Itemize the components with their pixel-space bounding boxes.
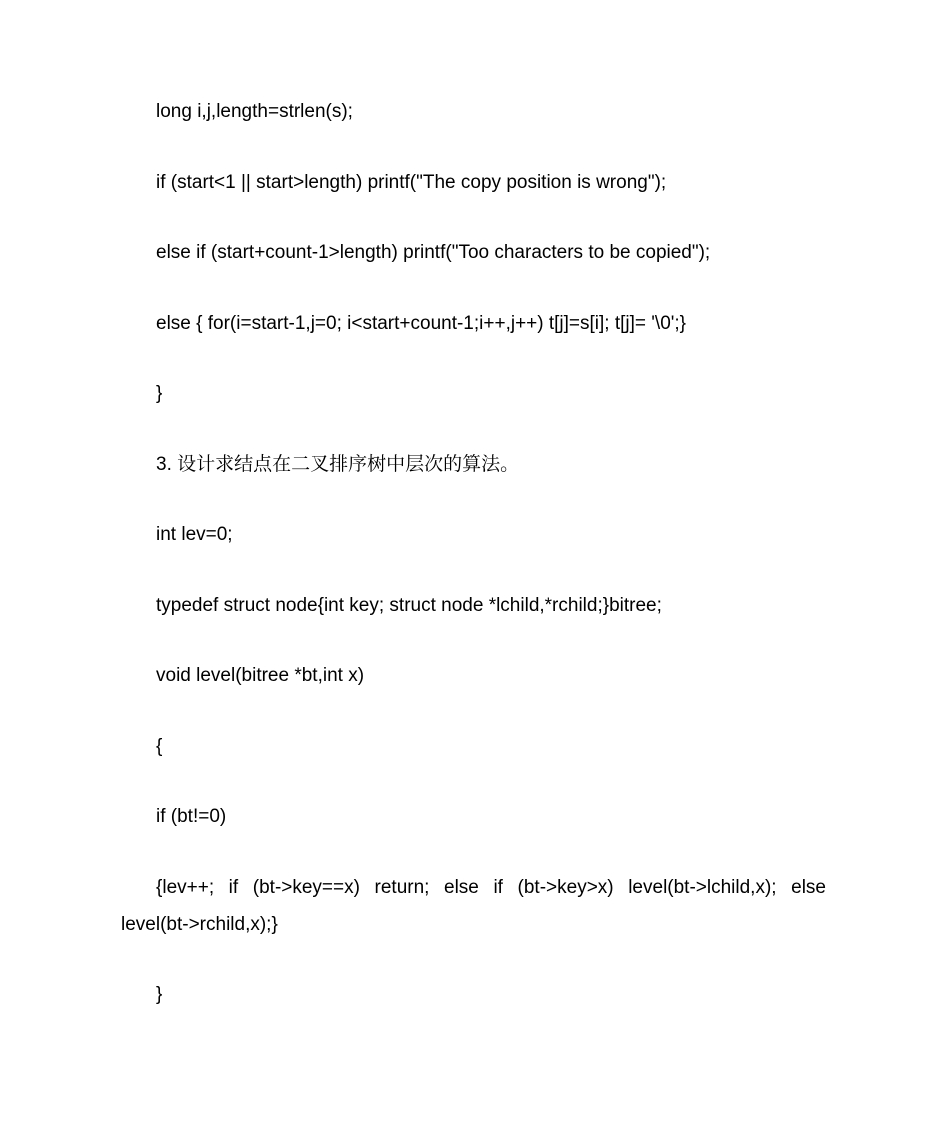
code-line-typedef: typedef struct node{int key; struct node *lchild,*rchild;}bitree; (156, 595, 662, 616)
code-line-copy-loop: else { for(i=start-1,j=0; i<start+count-1;i++,j++) t[j]=s[i]; t[j]= '\0';} (156, 313, 687, 334)
code-line-open-brace: { (156, 736, 163, 757)
code-line-closing-brace: } (156, 383, 163, 404)
code-line-recursive-body: {lev++; if (bt->key==x) return; else if (bt->key>x) level(bt->lchild,x); else level(bt->rchild,x);} (121, 877, 826, 935)
code-line-final-brace: } (156, 984, 163, 1005)
code-line-declaration: long i,j,length=strlen(s); (156, 101, 353, 122)
code-line-lev-declaration: int lev=0; (156, 524, 233, 545)
code-line-start-check: if (start<1 || start>length) printf("The copy position is wrong"); (156, 172, 667, 193)
code-line-if-condition: if (bt!=0) (156, 806, 227, 827)
code-line-count-check: else if (start+count-1>length) printf("Too characters to be copied"); (156, 242, 711, 263)
question-heading: 3. 设计求结点在二叉排序树中层次的算法。 (156, 454, 520, 475)
code-line-function-signature: void level(bitree *bt,int x) (156, 665, 365, 686)
